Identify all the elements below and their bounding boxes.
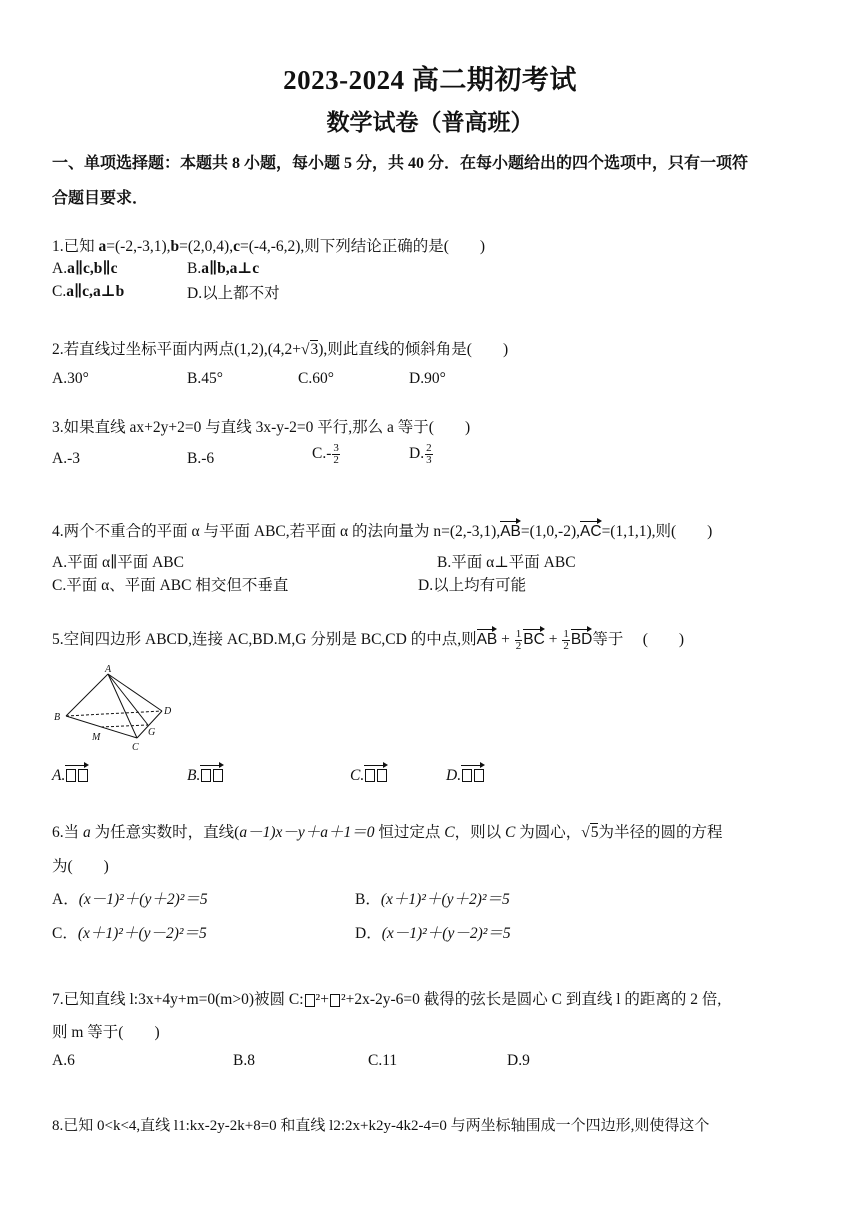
q4-option-d: D.以上均有可能 [418, 577, 527, 594]
q1-option-d: D.以上都不对 [187, 285, 280, 302]
q6-stem-line2: 为( ) [52, 858, 109, 875]
q7-option-a: A.6 [52, 1052, 75, 1069]
segment-mg [101, 725, 148, 727]
q4-stem: 4.两个不重合的平面 α 与平面 ABC,若平面 α 的法向量为 n=(2,-3,1),AB=(1,0,-2),AC=(1,1,1),则( ) [52, 519, 712, 541]
q7-option-c: C.11 [368, 1052, 398, 1069]
q3-stem: 3.如果直线 ax+2y+2=0 与直线 3x-y-2=0 平行,那么 a 等于( ) [52, 419, 471, 436]
q2-stem: 2.若直线过坐标平面内两点(1,2),(4,2+√3),则此直线的倾斜角是( ) [52, 341, 509, 358]
section-heading-line1: 一、单项选择题：本题共 8 小题，每小题 5 分，共 40 分．在每小题给出的四个选项中，只有一项符 [52, 155, 749, 172]
label-d: D [164, 706, 172, 717]
q6-stem-line1: 6.当 a 为任意实数时，直线(a－1)x－y＋a＋1＝0 恒过定点 C，则以 C 为圆心，√5为半径的圆的方程 [52, 824, 723, 841]
q7-stem-line2: 则 m 等于( ) [52, 1024, 160, 1041]
q1-option-a: A.a∥c,b∥c [52, 260, 118, 277]
missing-glyph-box [330, 994, 340, 1007]
q6-option-d: D．(x－1)²＋(y－2)²＝5 [355, 925, 511, 942]
q5-option-a: A. [52, 764, 89, 785]
q3-option-a: A.-3 [52, 450, 80, 467]
q1-option-c: C.a∥c,a⊥b [52, 283, 125, 300]
q4-option-b: B.平面 α⊥平面 ABC [437, 554, 576, 571]
q4-option-a: A.平面 α∥平面 ABC [52, 554, 184, 571]
q2-option-a: A.30° [52, 370, 89, 387]
q4-option-c: C.平面 α、平面 ABC 相交但不垂直 [52, 577, 289, 594]
label-g: G [148, 727, 156, 738]
q5-option-d: D. [446, 764, 485, 785]
edge-bd [66, 711, 162, 716]
q5-stem: 5.空间四边形 ABCD,连接 AC,BD.M,G 分别是 BC,CD 的中点,则AB + $\frac{1}{2}$ BC + $\frac{1}{2}$ BD等于 ( ) [52, 627, 685, 652]
q1-stem: 1.已知 a=(-2,-3,1),b=(2,0,4),c=(-4,-6,2),则下列结论正确的是( ) [52, 238, 486, 255]
sqrt-symbol: √3 [300, 341, 319, 358]
q6-option-a: A．(x－1)²＋(y＋2)²＝5 [52, 891, 208, 908]
q2-option-d: D.90° [409, 370, 446, 387]
sqrt-symbol: √5 [581, 824, 599, 841]
label-c: C [132, 742, 139, 753]
label-m: M [92, 732, 101, 743]
edge-ab [66, 674, 108, 716]
q6-option-c: C．(x＋1)²＋(y－2)²＝5 [52, 925, 207, 942]
q8-stem-line1: 8.已知 0<k<4,直线 l1:kx-2y-2k+8=0 和直线 l2:2x+k2y-4k2-4=0 与两坐标轴围成一个四边形,则使得这个 [52, 1118, 710, 1134]
q7-option-b: B.8 [233, 1052, 255, 1069]
label-a: A [105, 664, 112, 675]
q3-option-d: D. $\frac{2}{3}$ [409, 442, 432, 466]
missing-glyph-box [305, 994, 315, 1007]
q6-option-b: B．(x＋1)²＋(y＋2)²＝5 [355, 891, 510, 908]
tetrahedron-figure [50, 664, 180, 754]
q5-option-b: B. [187, 764, 224, 785]
q3-option-b: B.-6 [187, 450, 215, 467]
q5-option-c: C. [350, 764, 388, 785]
exam-title: 2023-2024 高二期初考试 [283, 65, 577, 95]
q2-option-b: B.45° [187, 370, 223, 387]
q2-option-c: C.60° [298, 370, 334, 387]
section-heading-line2: 合题目要求． [52, 190, 149, 207]
exam-subtitle: 数学试卷（普高班） [326, 110, 534, 135]
q7-stem-line1: 7.已知直线 l:3x+4y+m=0(m>0)被圆 C: ²+ ²+2x-2y-6=0 截得的弦长是圆心 C 到直线 l 的距离的 2 倍, [52, 991, 722, 1008]
label-b: B [54, 712, 61, 723]
q7-option-d: D.9 [507, 1052, 530, 1069]
q1-option-b: B.a∥b,a⊥c [187, 260, 260, 277]
q3-option-c: C.- $\frac{3}{2}$ [312, 442, 339, 466]
